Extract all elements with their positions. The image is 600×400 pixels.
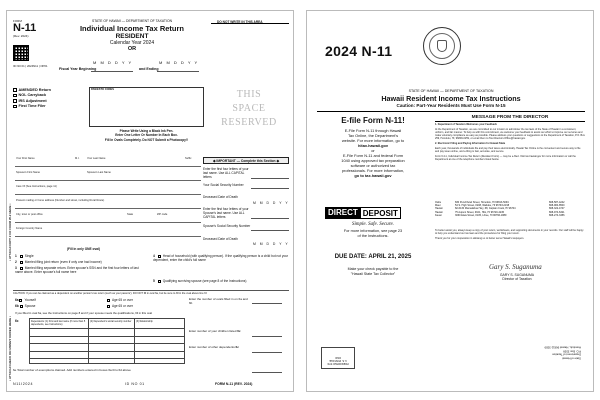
state-seal-shield-icon [437, 40, 447, 52]
direct-deposit-deposit: DEPOSIT [361, 207, 401, 219]
esto-codes-box[interactable] [89, 87, 204, 127]
care-of-label: Care Of (See Instructions, page 11) [16, 185, 57, 188]
mi-label: M.I. [75, 157, 80, 160]
children-count-label: Enter number of your children listed 6c [189, 329, 241, 333]
form-code: ID NO 01 | 2024N11 | OP01 [13, 64, 48, 68]
exemption-yourself[interactable]: 6a Yourself [15, 298, 36, 302]
direct-deposit-logo [325, 207, 421, 219]
address-label: Present mailing or home address (Number and street, including Rural Route) [16, 199, 105, 202]
suffix-label: Suffix [185, 157, 192, 160]
table-row: Oahu 830 Punchbowl Street, Honolulu, HI 96813-5094 808-587-4242 [435, 201, 565, 204]
oval-icon[interactable] [158, 280, 161, 283]
checkbox-icon[interactable] [13, 88, 17, 92]
return-address: State of Hawaii Department of Taxation P.O. Box 3559 Honolulu, Hawaii 96811-3559 [544, 345, 581, 361]
ink-instructions-text: Please Write Using a Black Ink Pen. Enter One Letter Or Number In Each Box. Fill In Ovals Completely. Do NOT Submit a Photocopy!! [104, 129, 189, 142]
fiscal-begin-mmddyy: M M D D Y Y [93, 60, 133, 65]
dependents-header-name: Dependents: (1) First and last name (if more than 5 dependents, see Instructions) [31, 319, 86, 326]
last-four-letters-label: Enter the first four letters of your last name. Use ALL CAPITAL letters [203, 167, 249, 180]
efile-title: E-file Form N-11! [341, 116, 405, 125]
dependents-table [29, 318, 185, 364]
form-word: FORM [13, 19, 22, 23]
form-title-or: OR [127, 46, 137, 52]
director-signature: Gary S. Suganuma [489, 263, 542, 271]
ssn-input[interactable] [251, 185, 289, 189]
director-title: Director of Taxation [502, 277, 532, 282]
director-message-closing: To better assist you, always keep a copy of your return, worksheets, and supporting documents in your records. Our staff will be happy to help you understand our tax laws and the procedures for filing your return. Thank you for your cooperation in allowing us to better serve Hawaii's taxpayers. [435, 229, 584, 240]
total-exemptions-line: 6e Total number of exemptions claimed. Add numbers entered in boxes 6a thru 6d above [13, 368, 131, 372]
postage-label: PRESORTED STD U.S. POSTAGE PAID [321, 347, 355, 369]
efile-link-hitax[interactable]: hitax.hawaii.gov [357, 143, 389, 148]
divider [435, 121, 585, 122]
status-separate[interactable]: 3 Married filing separate return. Enter spouse's SSN and the first four letters of last name above. Enter spouse's full name here [15, 266, 139, 275]
oval-icon[interactable] [107, 305, 110, 308]
checkbox-irs[interactable]: IRS Adjustment [13, 98, 51, 104]
total-exemptions-input[interactable] [252, 372, 282, 373]
instructions-agency: STATE OF HAWAII — DEPARTMENT OF TAXATION [408, 89, 494, 93]
status-head-household[interactable]: 4 Head of household (with qualifying person). If the qualifying person is a child but not your dependent, enter the child's full name [153, 254, 289, 263]
oval-icon[interactable] [20, 261, 23, 264]
direct-deposit-info: For more information, see page 23 of the Instructions. [343, 229, 403, 238]
last-name-label: Your Last Name [87, 157, 106, 160]
children-count-input[interactable] [252, 336, 282, 337]
table-row: Kauai 3060 Eiwa Street, #105, Lihue, HI 96766-1889 808-274-3456 [435, 213, 565, 217]
blind-note: If you filled in oval 6a, see the Instructions on page 8 and if your spouse meets the qualifications, fill in this oval [15, 311, 152, 315]
director-name-block [467, 273, 567, 281]
state-label: State [127, 213, 134, 216]
foreign-country-field[interactable] [15, 227, 201, 237]
instructions-year-title: 2024 N-11 [325, 43, 393, 59]
filing-status-header: (Fill in only ONE oval) [67, 247, 100, 251]
due-date: DUE DATE: APRIL 21, 2025 [334, 254, 412, 260]
space-reserved: THIS SPACE RESERVED [221, 89, 277, 128]
ink-instructions [89, 129, 204, 142]
fiscal-begin-input[interactable] [91, 66, 133, 72]
exemptions-count-label: Enter the number of ovals filled in on 6a and 6b [189, 297, 248, 305]
table-row[interactable] [30, 328, 184, 329]
instructions-page [306, 10, 594, 392]
side-label-check: • ATTACH CHECK OR MONEY ORDER HERE • [8, 316, 12, 381]
divider [317, 111, 585, 112]
form-footer-title: FORM N-11 (REV. 2024) [215, 382, 253, 386]
oval-icon[interactable] [20, 305, 23, 308]
fiscal-end-input[interactable] [157, 66, 199, 72]
form-id-block [13, 19, 51, 38]
form-title: Individual Income Tax Return [79, 24, 185, 33]
table-divider [88, 319, 89, 363]
city-label: City, town or post office [16, 213, 43, 216]
exemption-spouse-65[interactable]: Age 65 or over [107, 304, 133, 308]
death-date-mmddyy: M M D D Y Y [253, 201, 290, 205]
fiscal-end-mmddyy: M M D D Y Y [159, 60, 199, 65]
payment-note: Make your check payable to the "Hawaii State Tax Collector" [347, 267, 399, 276]
checkbox-icon[interactable] [13, 99, 17, 103]
exemptions-count-input[interactable] [252, 303, 282, 304]
fiscal-end-label: and Ending [139, 67, 159, 71]
status-single[interactable]: 1 Single [15, 254, 34, 258]
oval-icon[interactable] [158, 255, 161, 258]
form-title-resident: RESIDENT [115, 33, 149, 40]
director-message-title: MESSAGE FROM THE DIRECTOR [471, 115, 549, 120]
table-row: Maui 54 S. High Street, #208, Wailuku, HI 96793-2198 808-984-8500 [435, 204, 565, 208]
last-four-letters-input[interactable] [251, 175, 289, 179]
oval-icon[interactable] [20, 255, 23, 258]
direct-deposit-tagline: Simple. Safe. Secure. [352, 222, 394, 227]
other-dependents-input[interactable] [252, 352, 282, 353]
ssn-label: Your Social Security Number [203, 183, 244, 187]
table-row[interactable] [30, 336, 184, 337]
form-agency: STATE OF HAWAII — DEPARTMENT OF TAXATION [91, 19, 173, 23]
dependent-caution: CAUTION: If you can be claimed as a dependent on another person's tax return (such as your parents'), DO NOT fill in oval 6a, but be sure to fill in the oval above line 6f. [13, 290, 289, 295]
form-n11-page [6, 10, 294, 392]
deceased-label: Deceased Date of Death [203, 195, 238, 199]
important-section-title: ◆ IMPORTANT — Complete this Section ◆ [203, 157, 289, 164]
esto-codes-label: PAN/ESTO CODES [91, 88, 114, 91]
checkbox-icon[interactable] [13, 94, 17, 98]
director-message-body: 1. Department of Taxation Welcomes your Feedback At the Department of Taxation, we are committed to our mission to administer the tax laws of the State of Hawaii in a consistent, uniform, and fair manner. To help us with this commitment, we welcome your feedback to assist our effort to improve our services and make voluntary compliance as easy as possible. Please address your questions or suggestions to the Department of Taxation, P.O. Box 259, Honolulu, HI, 96809-0259, or email them to Tax.Directors.Office@hawaii.gov. 2. Electronic Filing and Paying Information for Hawaii State Each year, thousands of individuals file and pay their taxes electronically. Hawaii Tax Online is the convenient and secure way to file and pay taxes online, and e-filing is fast, accurate, and secure. Form N-11, Individual Income Tax Return (Resident Form) — may be e-filed. Visit tax.hawaii.gov for more information or call the Department at one of the telephone numbers listed below. [435, 123, 585, 162]
return-type-checkboxes [13, 87, 51, 109]
fiscal-begin-label: Fiscal Year Beginning [59, 67, 97, 71]
form-number: N-11 [13, 22, 37, 34]
exemption-yourself-65[interactable]: Age 65 or over [107, 298, 133, 302]
first-name-label: Your First Name [16, 157, 35, 160]
do-not-write-label: DO NOT WRITE IN THIS AREA [217, 20, 263, 24]
checkbox-amended[interactable]: AMENDED Return [13, 87, 51, 93]
dependents-header-relationship: (3) Relationship [136, 319, 153, 323]
form-footer-id: ID NO 01 [125, 382, 145, 386]
spouse-ssn-label: Spouse's Social Security Number [203, 224, 251, 228]
dependents-header-ssn: (2) Dependent's social security number [90, 319, 132, 323]
table-divider [134, 319, 135, 363]
spouse-first-name-label: Spouse's First Name [16, 171, 40, 174]
spouse-last-four-label: Enter the first four letters of your Spouse's last name. Use ALL CAPITAL letters [203, 207, 249, 220]
checkbox-first-time[interactable]: First Time Filer [13, 104, 51, 110]
table-row[interactable] [30, 343, 184, 344]
dependents-line-label: 6c [15, 319, 19, 323]
status-surviving-spouse[interactable]: 5 Qualifying surviving spouse (see page 8 of the Instructions) [153, 279, 247, 283]
side-label-w2: • ATTACH COPY 2 OF FORM W-2 HERE • [8, 203, 12, 261]
office-table [435, 201, 585, 217]
spouse-deceased-label: Deceased Date of Death [203, 237, 238, 241]
instructions-caution: Caution: Part-Year Residents Must Use Form N-15 [396, 103, 506, 108]
oval-icon[interactable] [107, 299, 110, 302]
first-name-field[interactable] [15, 157, 201, 167]
exemption-spouse[interactable]: 6b Spouse [15, 304, 36, 308]
checkbox-nol[interactable]: NOL Carryback [13, 93, 51, 99]
spouse-death-date-mmddyy: M M D D Y Y [253, 242, 290, 246]
table-row[interactable] [30, 351, 184, 352]
table-row[interactable] [30, 358, 184, 359]
spouse-last-four-input[interactable] [251, 215, 289, 219]
oval-icon[interactable] [20, 267, 23, 270]
divider [211, 23, 289, 24]
efile-body: E-File Form N-11 through Hawaii Tax Online, the Department's website. For more information, go to hitax.hawaii.gov or E-File Form N-11 and federal Form 1040 using approved tax preparation software or authorized tax professionals. For more information, go to tax.hawaii.gov [317, 128, 429, 178]
table-row: Hawaii 82-6130 Mamalahoa Hwy, #8, Captain Cook, HI 96704 808-322-4747 [435, 207, 565, 211]
qr-code-icon [13, 45, 29, 61]
status-joint[interactable]: 2 Married filing joint return (even if only one had income) [15, 260, 102, 264]
form-footer-code: N11I2024 [13, 382, 34, 386]
oval-icon[interactable] [19, 299, 22, 302]
zip-label: ZIP code [157, 213, 168, 216]
instructions-title: Hawaii Resident Income Tax Instructions [381, 94, 521, 103]
form-revision: (Rev. 2024) [13, 34, 29, 38]
table-row: Hawaii 75 Aupuni Street, #101, Hilo, HI 96720-4245 808-974-6321 [435, 210, 565, 214]
direct-deposit-direct: DIRECT [325, 207, 361, 219]
spouse-ssn-input[interactable] [251, 227, 289, 231]
efile-link-tax[interactable]: go to tax.hawaii.gov [354, 173, 392, 178]
director-name: GARY S. SUGANUMA [499, 273, 535, 277]
foreign-country-label: Foreign Country Name [16, 227, 43, 230]
form-title-year: Calendar Year 2024 [109, 40, 155, 46]
spouse-last-name-label: Spouse's Last Name [87, 171, 111, 174]
checkbox-icon[interactable] [13, 105, 17, 109]
other-dependents-label: Enter number of other dependents 6c [189, 345, 239, 349]
